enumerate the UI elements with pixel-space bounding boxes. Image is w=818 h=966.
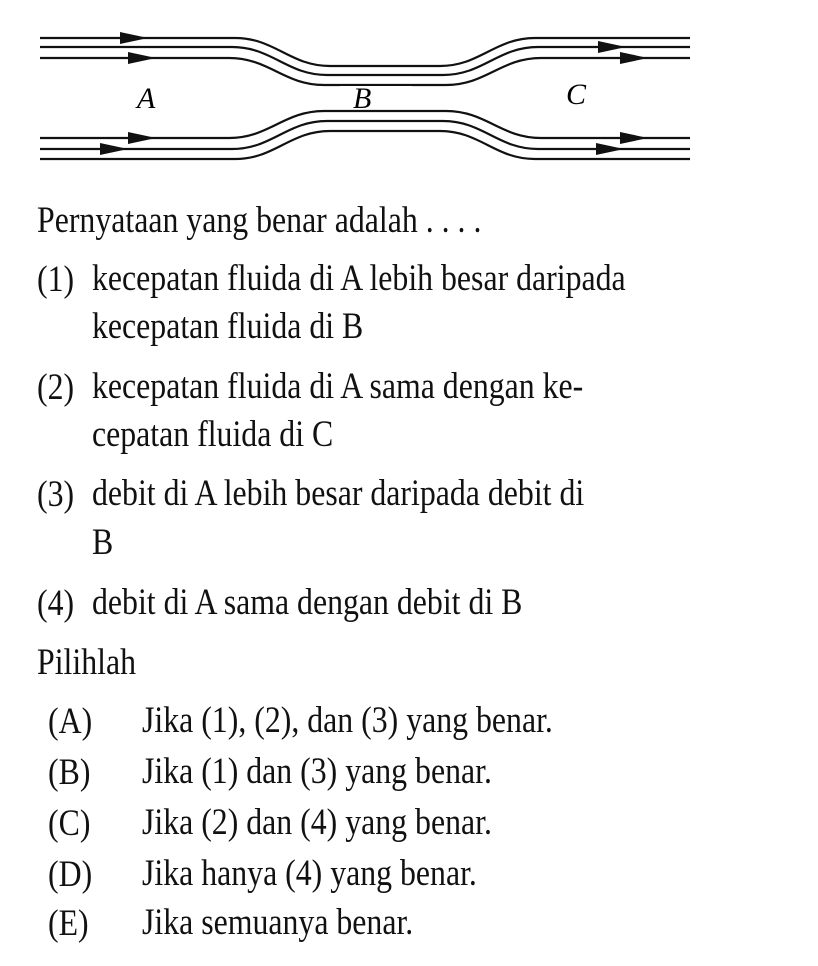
option-e-text: Jika semuanya benar.	[142, 902, 414, 943]
statement-1-line-1: kecepatan fluida di A lebih besar daripada	[92, 258, 626, 299]
flow-arrow-icon	[598, 41, 626, 53]
flow-arrow-icon	[620, 132, 648, 144]
flow-arrow-icon	[128, 52, 156, 64]
option-key: (E)	[48, 903, 89, 944]
option-key: (A)	[48, 701, 93, 742]
label-c: C	[566, 78, 587, 111]
question-prompt: Pernyataan yang benar adalah . . . .	[37, 200, 482, 241]
flow-tube-diagram	[0, 0, 818, 190]
flow-arrow-icon	[596, 143, 624, 155]
statement-number: (3)	[37, 474, 75, 515]
statement-number: (2)	[37, 367, 75, 408]
streamline-top-3	[40, 58, 690, 85]
label-a: A	[137, 82, 156, 115]
flow-arrow-icon	[128, 132, 156, 144]
flow-arrow-icon	[620, 52, 648, 64]
option-c-text: Jika (2) dan (4) yang benar.	[142, 802, 492, 843]
streamline-bottom-1	[40, 111, 690, 138]
label-b: B	[353, 82, 372, 115]
option-key: (B)	[48, 752, 91, 793]
choose-label: Pilihlah	[37, 642, 137, 683]
option-a-text: Jika (1), (2), dan (3) yang benar.	[142, 700, 553, 741]
statement-2-line-2: cepatan fluida di C	[92, 414, 334, 455]
option-d-text: Jika hanya (4) yang benar.	[142, 853, 477, 894]
statement-1-line-2: kecepatan fluida di B	[92, 306, 364, 347]
flow-arrow-icon	[120, 32, 148, 44]
statement-number: (4)	[37, 583, 75, 624]
option-b-text: Jika (1) dan (3) yang benar.	[142, 751, 492, 792]
statement-number: (1)	[37, 259, 75, 300]
statement-2-line-1: kecepatan fluida di A sama dengan ke-	[92, 366, 584, 407]
option-key: (C)	[48, 803, 91, 844]
statement-4-line-1: debit di A sama dengan debit di B	[92, 582, 523, 623]
option-key: (D)	[48, 854, 93, 895]
statement-3-line-2: B	[92, 522, 114, 563]
statement-3-line-1: debit di A lebih besar daripada debit di	[92, 473, 585, 514]
flow-arrow-icon	[100, 143, 128, 155]
